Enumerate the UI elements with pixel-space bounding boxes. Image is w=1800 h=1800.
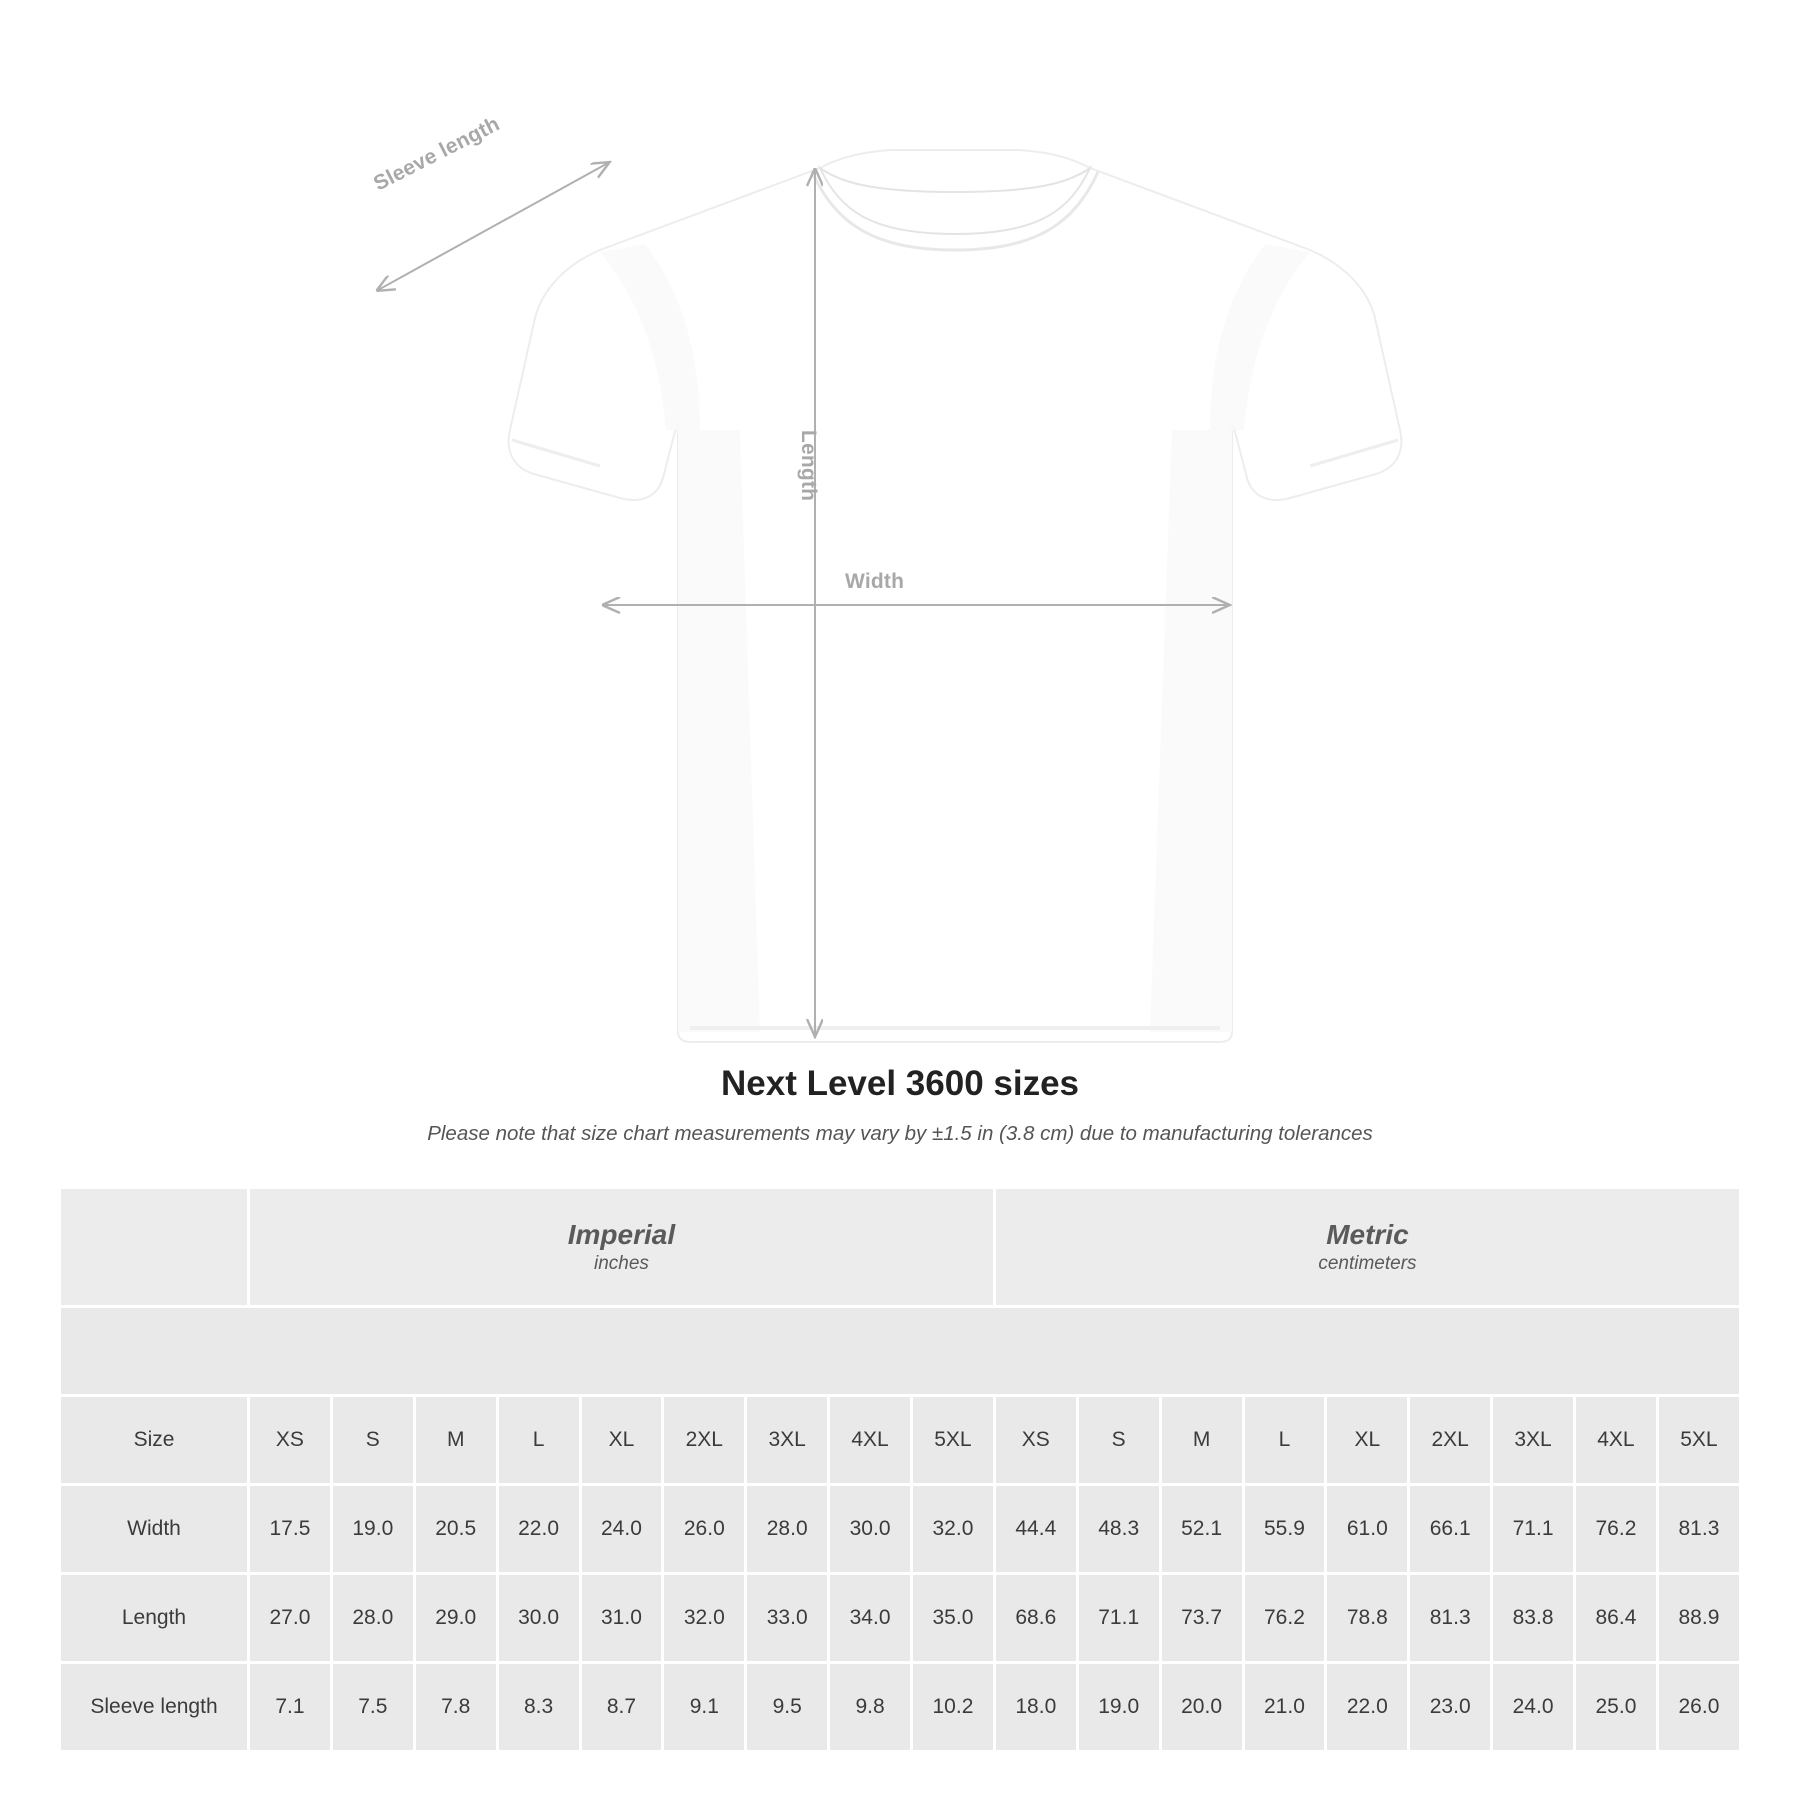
cell-length-7: 34.0 (830, 1575, 910, 1661)
unit-header-blank (61, 1189, 247, 1305)
size-header-xl-metric: XL (1327, 1397, 1407, 1483)
cell-width-15: 71.1 (1493, 1486, 1573, 1572)
cell-length-11: 73.7 (1162, 1575, 1242, 1661)
size-table-wrapper (58, 1186, 1742, 1753)
unit-metric-sub: centimeters (1318, 1253, 1417, 1275)
width-label: Width (845, 570, 905, 593)
cell-length-17: 88.9 (1659, 1575, 1739, 1661)
cell-length-14: 81.3 (1410, 1575, 1490, 1661)
table-spacer-row (61, 1308, 1739, 1394)
cell-sleeve-2: 7.8 (416, 1664, 496, 1750)
size-header-s-imperial: S (333, 1397, 413, 1483)
cell-width-8: 32.0 (913, 1486, 993, 1572)
cell-length-16: 86.4 (1576, 1575, 1656, 1661)
row-label-width: Width (61, 1486, 247, 1572)
table-row (61, 1486, 1739, 1572)
size-header-row (61, 1397, 1739, 1483)
length-label: Length (797, 430, 820, 502)
cell-width-6: 28.0 (747, 1486, 827, 1572)
title-block (0, 1064, 1800, 1146)
cell-width-0: 17.5 (250, 1486, 330, 1572)
cell-width-17: 81.3 (1659, 1486, 1739, 1572)
cell-width-14: 66.1 (1410, 1486, 1490, 1572)
table-spacer-cell (61, 1308, 1739, 1394)
cell-sleeve-14: 23.0 (1410, 1664, 1490, 1750)
cell-sleeve-8: 10.2 (913, 1664, 993, 1750)
cell-length-9: 68.6 (996, 1575, 1076, 1661)
cell-sleeve-7: 9.8 (830, 1664, 910, 1750)
unit-metric-name: Metric (1326, 1219, 1409, 1251)
cell-sleeve-17: 26.0 (1659, 1664, 1739, 1750)
size-header-3xl-metric: 3XL (1493, 1397, 1573, 1483)
size-header-l-metric: L (1245, 1397, 1325, 1483)
cell-length-15: 83.8 (1493, 1575, 1573, 1661)
cell-length-5: 32.0 (664, 1575, 744, 1661)
cell-width-11: 52.1 (1162, 1486, 1242, 1572)
cell-width-16: 76.2 (1576, 1486, 1656, 1572)
cell-sleeve-5: 9.1 (664, 1664, 744, 1750)
unit-header-row (61, 1189, 1739, 1305)
row-label-sleeve-length: Sleeve length (61, 1664, 247, 1750)
cell-width-4: 24.0 (582, 1486, 662, 1572)
size-header-label: Size (61, 1397, 247, 1483)
cell-length-1: 28.0 (333, 1575, 413, 1661)
size-header-xs-imperial: XS (250, 1397, 330, 1483)
cell-width-3: 22.0 (499, 1486, 579, 1572)
size-header-s-metric: S (1079, 1397, 1159, 1483)
table-row (61, 1575, 1739, 1661)
cell-sleeve-9: 18.0 (996, 1664, 1076, 1750)
cell-sleeve-13: 22.0 (1327, 1664, 1407, 1750)
cell-sleeve-10: 19.0 (1079, 1664, 1159, 1750)
cell-width-2: 20.5 (416, 1486, 496, 1572)
cell-width-13: 61.0 (1327, 1486, 1407, 1572)
cell-length-8: 35.0 (913, 1575, 993, 1661)
cell-length-3: 30.0 (499, 1575, 579, 1661)
tolerance-note: Please note that size chart measurements may vary by ±1.5 in (3.8 cm) due to manufacturing tolerances (427, 1122, 1373, 1145)
row-label-length: Length (61, 1575, 247, 1661)
cell-length-13: 78.8 (1327, 1575, 1407, 1661)
cell-sleeve-1: 7.5 (333, 1664, 413, 1750)
unit-header-imperial (250, 1189, 993, 1305)
cell-width-12: 55.9 (1245, 1486, 1325, 1572)
size-header-xl-imperial: XL (582, 1397, 662, 1483)
table-row (61, 1664, 1739, 1750)
sleeve-length-label: Sleeve length (370, 112, 504, 196)
cell-length-2: 29.0 (416, 1575, 496, 1661)
size-header-5xl-imperial: 5XL (913, 1397, 993, 1483)
unit-imperial-sub: inches (593, 1253, 649, 1275)
cell-length-12: 76.2 (1245, 1575, 1325, 1661)
size-header-3xl-imperial: 3XL (747, 1397, 827, 1483)
cell-sleeve-16: 25.0 (1576, 1664, 1656, 1750)
cell-width-1: 19.0 (333, 1486, 413, 1572)
cell-sleeve-11: 20.0 (1162, 1664, 1242, 1750)
cell-sleeve-6: 9.5 (747, 1664, 827, 1750)
unit-imperial-name: Imperial (567, 1219, 676, 1251)
cell-length-6: 33.0 (747, 1575, 827, 1661)
size-header-2xl-imperial: 2XL (664, 1397, 744, 1483)
cell-sleeve-4: 8.7 (582, 1664, 662, 1750)
page-title: Next Level 3600 sizes (720, 1064, 1079, 1103)
size-table (58, 1186, 1742, 1753)
tshirt-shape (509, 150, 1402, 1042)
cell-sleeve-0: 7.1 (250, 1664, 330, 1750)
cell-length-10: 71.1 (1079, 1575, 1159, 1661)
cell-length-4: 31.0 (582, 1575, 662, 1661)
size-header-xs-metric: XS (996, 1397, 1076, 1483)
size-header-5xl-metric: 5XL (1659, 1397, 1739, 1483)
size-header-4xl-metric: 4XL (1576, 1397, 1656, 1483)
cell-width-10: 48.3 (1079, 1486, 1159, 1572)
cell-sleeve-12: 21.0 (1245, 1664, 1325, 1750)
size-header-4xl-imperial: 4XL (830, 1397, 910, 1483)
size-header-2xl-metric: 2XL (1410, 1397, 1490, 1483)
cell-width-9: 44.4 (996, 1486, 1076, 1572)
cell-sleeve-15: 24.0 (1493, 1664, 1573, 1750)
size-header-m-imperial: M (416, 1397, 496, 1483)
cell-sleeve-3: 8.3 (499, 1664, 579, 1750)
cell-length-0: 27.0 (250, 1575, 330, 1661)
cell-width-7: 30.0 (830, 1486, 910, 1572)
unit-header-metric (996, 1189, 1739, 1305)
size-header-m-metric: M (1162, 1397, 1242, 1483)
size-header-l-imperial: L (499, 1397, 579, 1483)
cell-width-5: 26.0 (664, 1486, 744, 1572)
